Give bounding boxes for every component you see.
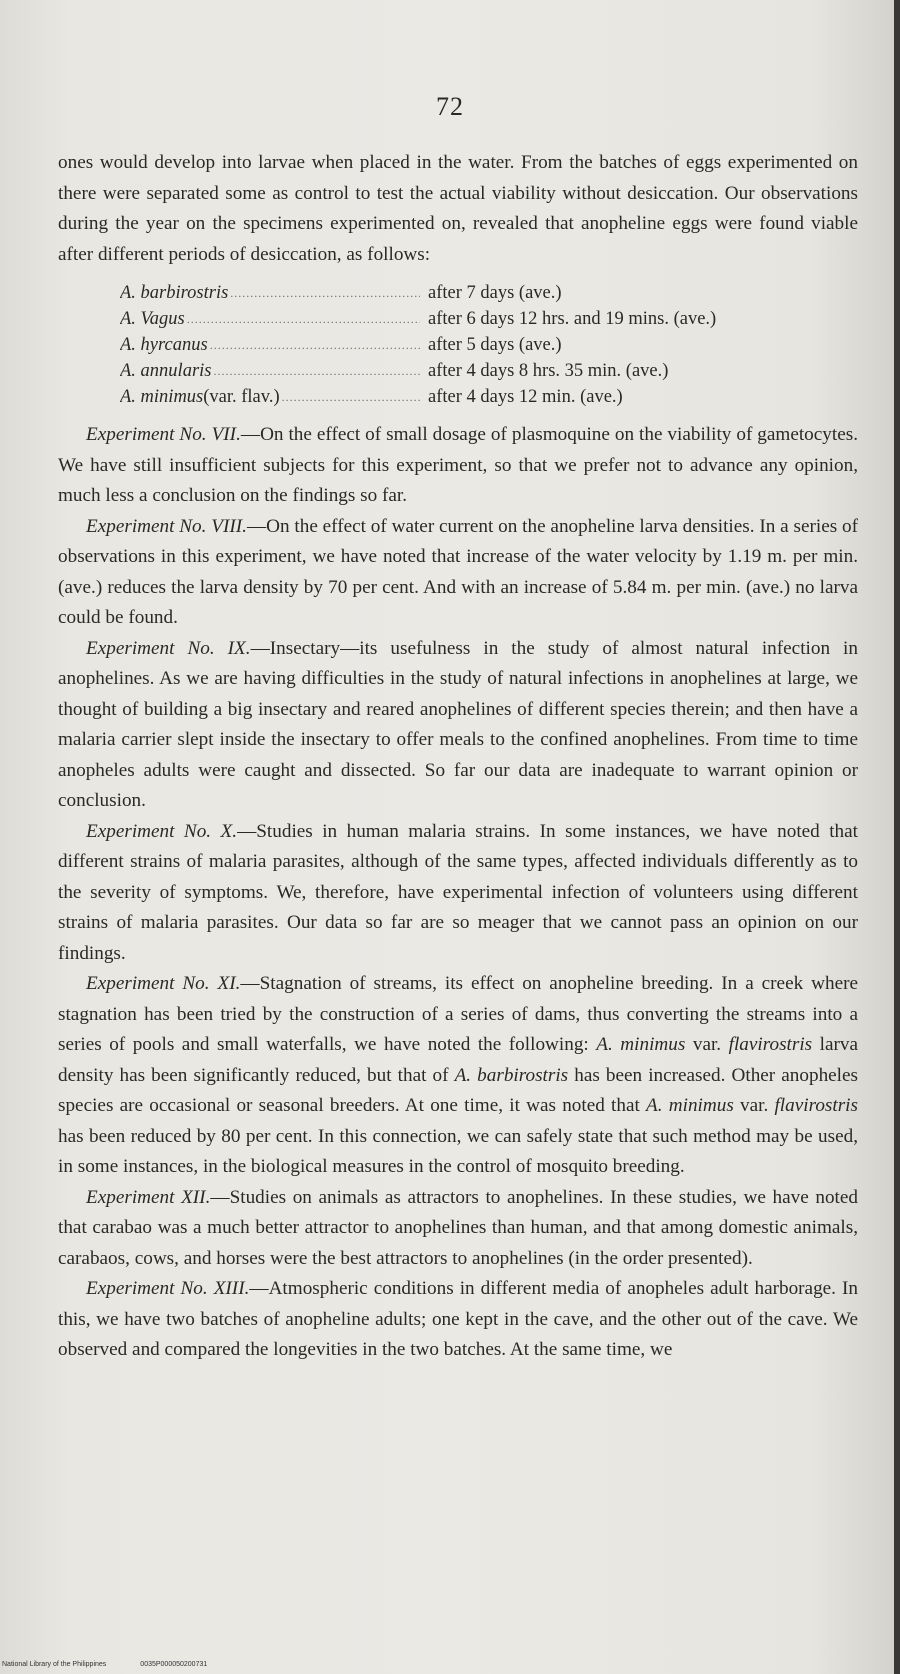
species-name: A. barbirostris <box>454 1064 569 1086</box>
page-number: 72 <box>436 92 464 121</box>
experiment-text: —Stagnation of streams, its effect on anopheline breeding. In a creek where stagnation has been tried by the construction of a series of dams, thus converting the streams into a series of pools and small waterfalls, we have noted the following: <box>58 973 858 1055</box>
species-name: A. Vagus <box>120 309 185 329</box>
viability-value: after 7 days (ave.) <box>428 283 562 303</box>
experiment-label: Experiment XII. <box>86 1186 211 1208</box>
experiment-xi-paragraph <box>58 969 858 1183</box>
experiment-label: Experiment No. XIII. <box>86 1278 250 1299</box>
table-row <box>120 280 858 306</box>
footer-identifier: 0035P000050200731 <box>140 1661 208 1668</box>
scan-footer <box>2 1661 241 1668</box>
viability-value: after 6 days 12 hrs. and 19 mins. (ave.) <box>428 309 717 329</box>
experiment-text: —Studies on animals as attractors to anophelines. In these studies, we have noted that carabao was a much better attractor to anophelines than human, and that among domestic animals, carabaos, cows, and horses were the best attractors to anophelines (in the order presented). <box>58 1186 858 1269</box>
experiment-xiii-paragraph <box>58 1274 858 1366</box>
table-row <box>120 332 858 358</box>
experiment-vii-paragraph <box>58 420 858 512</box>
viability-value: after 5 days (ave.) <box>428 335 562 355</box>
species-name: A. minimus <box>646 1095 734 1116</box>
leader-dots <box>187 306 420 332</box>
species-variety: flavirostris <box>774 1095 858 1116</box>
leader-dots <box>210 332 420 358</box>
experiment-text: larva density has been significantly reduced, but that of <box>58 1034 859 1086</box>
experiment-viii-paragraph <box>58 512 858 634</box>
experiment-label: Experiment No. X. <box>86 820 238 842</box>
experiment-x-paragraph <box>58 817 858 970</box>
species-name: A. minimus <box>596 1034 686 1055</box>
experiment-text: —Atmospheric conditions in different media of anopheles adult harborage. In this, we have two batches of anopheline adults; one kept in the cave, and the other out of the cave. We observed and compared the longevities in the two batches. At the same time, we <box>58 1278 858 1360</box>
experiment-text: has been reduced by 80 per cent. In this connection, we can safely state that such method may be used, in some instances, in the biological measures in the control of mosquito breeding. <box>58 1125 858 1177</box>
experiment-ix-paragraph <box>58 634 858 817</box>
experiment-xii-paragraph <box>58 1183 858 1275</box>
table-row <box>120 358 858 384</box>
species-variety: flavirostris <box>728 1034 813 1055</box>
experiment-text: —Studies in human malaria strains. In some instances, we have noted that different strains of malaria parasites, although of the same types, affected individuals differently as to the severity of symptoms. We, therefore, have experimental infection of volunteers using different strains of malaria parasites. Our data so far are so meager that we cannot pass an opinion on our findings. <box>58 820 858 964</box>
experiment-label: Experiment No. XI. <box>86 973 241 994</box>
species-name: A. minimus <box>120 387 204 407</box>
species-name: A. annularis <box>120 361 212 381</box>
leader-dots <box>282 384 420 410</box>
intro-paragraph: ones would develop into larvae when placed in the water. From the batches of eggs experimented on there were separated some as control to test the actual viability without desiccation. Our observations during the year on the specimens experimented on, revealed that anopheline eggs were found viable after different periods of desiccation, as follows: <box>58 152 858 265</box>
species-desiccation-table <box>120 280 858 410</box>
species-variety: (var. flav.) <box>203 387 280 407</box>
species-name: A. barbirostris <box>120 283 229 303</box>
leader-dots <box>230 280 420 306</box>
page-body <box>58 148 858 1366</box>
table-row <box>120 306 858 332</box>
experiment-text: —On the effect of water current on the anopheline larva densities. In a series of observations in this experiment, we have noted that increase of the water velocity by 1.19 m. per min. (ave.) reduces the larva density by 70 per cent. And with an increase of 5.84 m. per min. (ave.) no larva could be found. <box>58 515 858 628</box>
table-row <box>120 384 858 410</box>
page-edge-shadow <box>894 0 900 1674</box>
species-name: A. hyrcanus <box>120 335 208 355</box>
experiment-text: has been increased. Other anopheles species are occasional or seasonal breeders. At one time, it was noted that <box>58 1064 858 1116</box>
experiment-label: Experiment No. IX. <box>86 637 251 659</box>
leader-dots <box>213 358 420 384</box>
viability-value: after 4 days 8 hrs. 35 min. (ave.) <box>428 361 669 381</box>
experiment-label: Experiment No. VIII. <box>86 515 247 537</box>
experiment-text: —On the effect of small dosage of plasmoquine on the viability of gametocytes. We have still insufficient subjects for this experiment, so that we prefer not to advance any opinion, much less a conclusion on the findings so far. <box>58 424 858 506</box>
viability-value: after 4 days 12 min. (ave.) <box>428 387 623 407</box>
experiment-text: —Insectary—its usefulness in the study of almost natural infection in anophelines. As we are having difficulties in the study of natural infections in anophelines at large, we thought of building a big insectary and reared anophelines of different species therein; and then have a malaria carrier slept inside the insectary to offer meals to the confined anophelines. From time to time anopheles adults were caught and dissected. So far our data are inadequate to warrant opinion or conclusion. <box>58 637 858 811</box>
experiment-label: Experiment No. VII. <box>86 424 241 445</box>
experiment-text: var. <box>733 1095 775 1116</box>
experiment-text: var. <box>685 1034 729 1055</box>
footer-institution: National Library of the Philippines <box>2 1661 107 1668</box>
